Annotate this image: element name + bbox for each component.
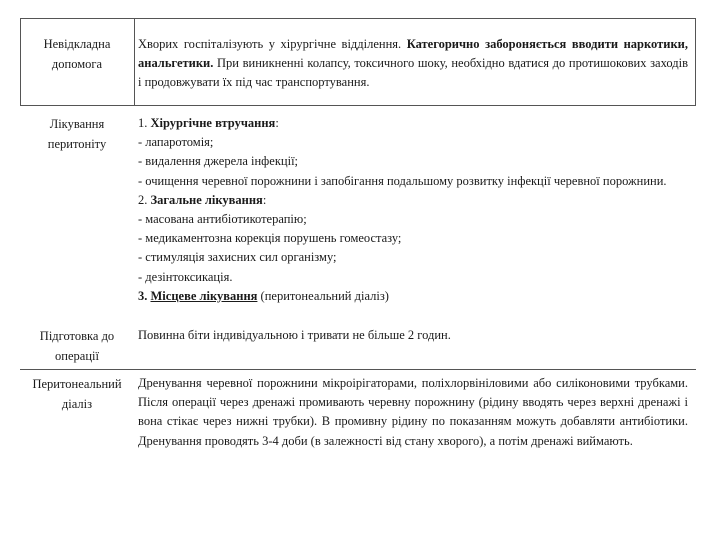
row-label-preparation [22, 326, 132, 366]
heading-general: 2. Загальне лікування: [138, 192, 267, 207]
heading-local: 3. Місцеве лікування (перитонеальний діаліз) [138, 288, 389, 303]
row-content-treatment [138, 114, 688, 306]
table-border-row3 [20, 369, 696, 370]
row-label-text: Невідкладна допомога [43, 37, 111, 71]
row-label-dialysis [22, 374, 132, 414]
row-label-emergency [22, 34, 132, 74]
list-item: - дезінтоксикація. [138, 269, 233, 284]
table-border-left [20, 18, 21, 105]
list-item: - медикаментозна корекція порушень гомеостазу; [138, 231, 402, 246]
emergency-text-2: При виникненні колапсу, токсичного шоку, необхідно вдатися до протишокових заходів і продовжувати їх під час транспортування. [138, 56, 688, 90]
row-content-dialysis [138, 374, 688, 451]
row-content-preparation [138, 326, 688, 345]
heading-surgery: 1. Хірургічне втручання: [138, 116, 279, 130]
row-label-text: Лікування перитоніту [47, 117, 107, 151]
list-item: - стимуляція захисних сил організму; [138, 250, 337, 265]
list-item: - лапаротомія; [138, 135, 214, 150]
preparation-text: Повинна біти індивідуальною і тривати не більше 2 годин. [138, 328, 451, 342]
table-border-row1 [20, 105, 696, 106]
dialysis-text: Дренування черевної порожнини мікроірігаторами, поліхлорвініловими або силіконовими трубками. Після операції через дренажі промивають черевну порожнину (рідину вводять через верхні дренажі і вона стікає через нижні трубки). В промивну рідину по показанням можуть добавляти антибіотики. Дренування проводять 3-4 доби (в залежності від стану хворого), а потім дренажі виймають. [138, 376, 688, 448]
list-item: - видалення джерела інфекції; [138, 154, 299, 169]
table-border-top [20, 18, 696, 19]
row-label-treatment [22, 114, 132, 154]
row-label-text: Перитонеальний діаліз [32, 377, 122, 411]
list-item: - очищення черевної порожнини і запобігання подальшому розвитку інфекції черевної порожнини. [138, 173, 667, 188]
row-content-emergency [138, 35, 688, 93]
table-border-right [695, 18, 696, 105]
table-border-middle [134, 18, 135, 105]
list-item: - масована антибіотикотерапію; [138, 212, 307, 227]
emergency-warning: Категорично забороняється вводити наркотики, анальгетики. [138, 37, 688, 71]
row-label-text: Підготовка до операції [39, 329, 115, 363]
emergency-text-1: Хворих госпіталізують у хірургічне відділення. [138, 37, 407, 51]
